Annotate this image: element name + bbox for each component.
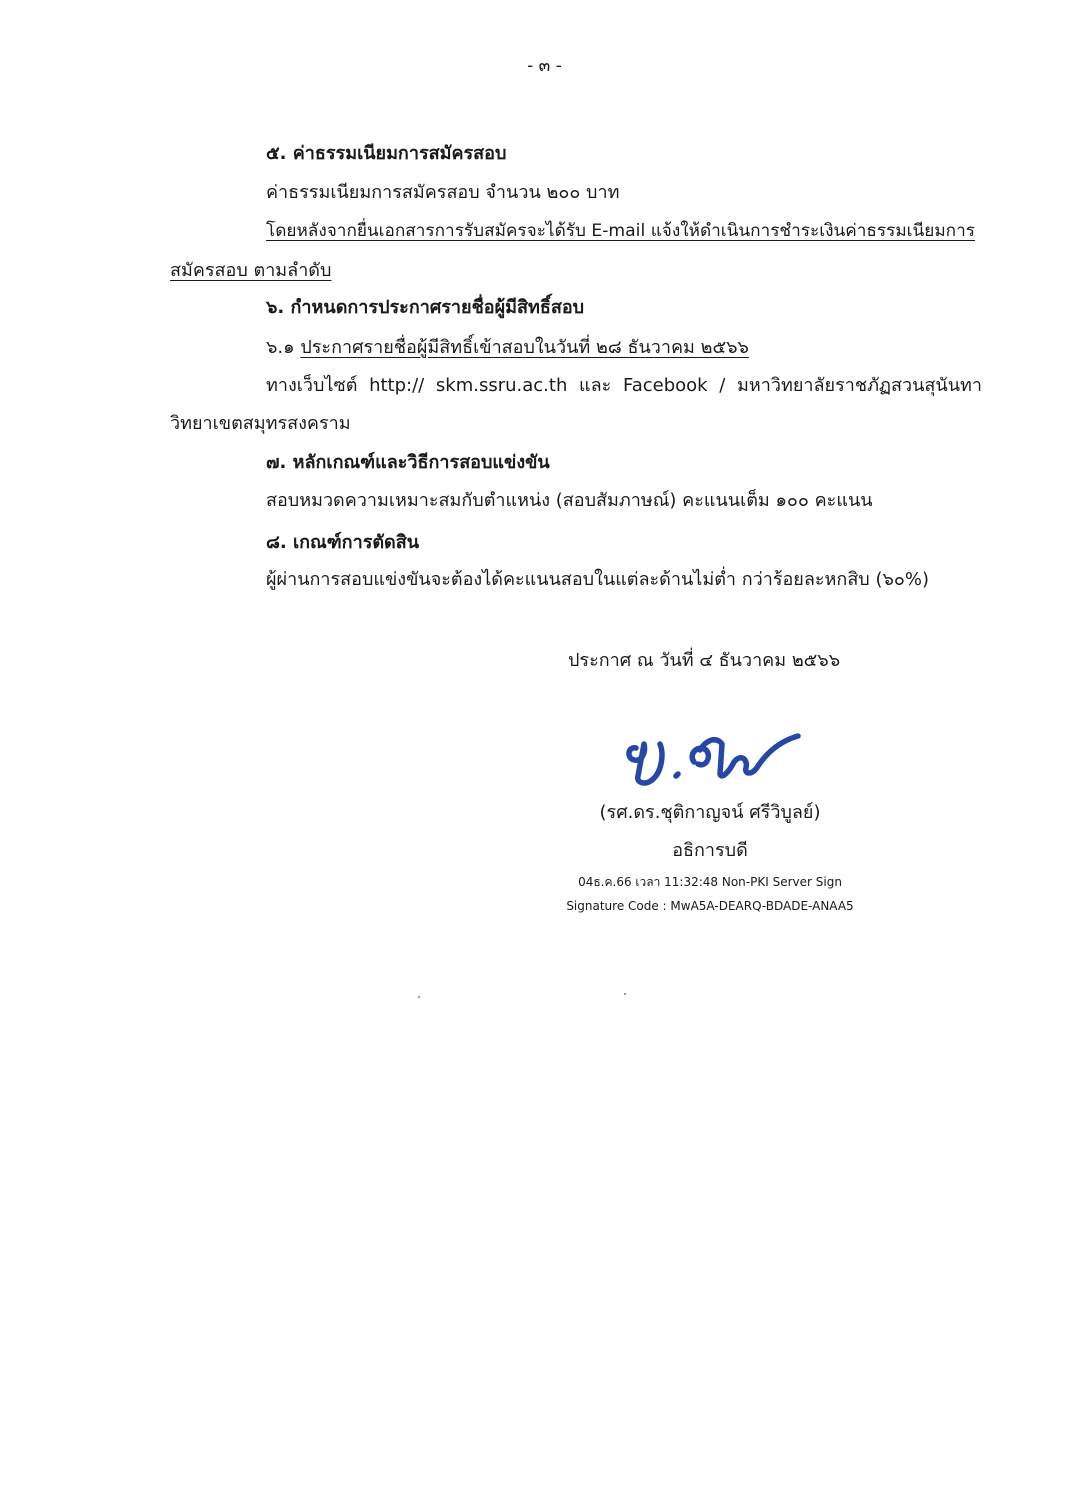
website-word: http:// xyxy=(369,375,425,396)
scan-speck xyxy=(624,993,626,995)
fee-amount-line: ค่าธรรมเนียมการสมัครสอบ จำนวน ๒๐๐ บาท xyxy=(266,182,620,203)
fee-payment-note-line1: โดยหลังจากยื่นเอกสารการรับสมัครจะได้รับ E-mail แจ้งให้ดำเนินการชำระเงินค่าธรรมเนียมการ xyxy=(266,221,975,241)
website-word: ทางเว็บไซต์ xyxy=(266,375,358,396)
announcement-item-text: ประกาศรายชื่อผู้มีสิทธิ์เข้าสอบในวันที่ ๒๘ ธันวาคม ๒๕๖๖ xyxy=(300,337,749,358)
website-line xyxy=(266,373,982,399)
signer-name: (รศ.ดร.ชุติกาญจน์ ศรีวิบูลย์) xyxy=(599,802,821,823)
pass-criteria-text: ผู้ผ่านการสอบแข่งขันจะต้องได้คะแนนสอบในแต่ละด้านไม่ต่ำ กว่าร้อยละหกสิบ (๖๐%) xyxy=(266,569,930,590)
section-5-heading: ๕. ค่าธรรมเนียมการสมัครสอบ xyxy=(266,143,507,164)
announcement-item xyxy=(266,335,749,361)
section-7-heading: ๗. หลักเกณฑ์และวิธีการสอบแข่งขัน xyxy=(266,452,550,473)
university-name: มหาวิทยาลัยราชภัฏสวนสุนันทา xyxy=(737,375,982,396)
announcement-date: ประกาศ ณ วันที่ ๔ ธันวาคม ๒๕๖๖ xyxy=(568,650,841,671)
website-word: และ xyxy=(579,375,612,396)
section-6-heading: ๖. กำหนดการประกาศรายชื่อผู้มีสิทธิ์สอบ xyxy=(266,297,585,318)
scan-speck xyxy=(418,996,420,998)
exam-method-text: สอบหมวดความเหมาะสมกับตำแหน่ง (สอบสัมภาษณ์) คะแนนเต็ม ๑๐๐ คะแนน xyxy=(266,490,873,511)
sign-timestamp: 04ธ.ค.66 เวลา 11:32:48 Non-PKI Server Sign xyxy=(578,875,842,889)
announcement-item-number: ๖.๑ xyxy=(266,337,295,358)
fee-payment-note-line2: สมัครสอบ ตามลำดับ xyxy=(170,260,332,281)
page-number: - ๓ - xyxy=(527,56,562,76)
signature-code: Signature Code : MwA5A-DEARQ-BDADE-ANAA5 xyxy=(566,899,854,913)
signer-title: อธิการบดี xyxy=(672,840,748,861)
handwritten-signature xyxy=(620,710,810,790)
facebook-label: Facebook xyxy=(623,375,708,396)
section-8-heading: ๘. เกณฑ์การตัดสิน xyxy=(266,532,420,553)
website-word: / xyxy=(719,375,726,396)
campus-name-line: วิทยาเขตสมุทรสงคราม xyxy=(170,413,351,434)
website-url: skm.ssru.ac.th xyxy=(435,375,568,396)
